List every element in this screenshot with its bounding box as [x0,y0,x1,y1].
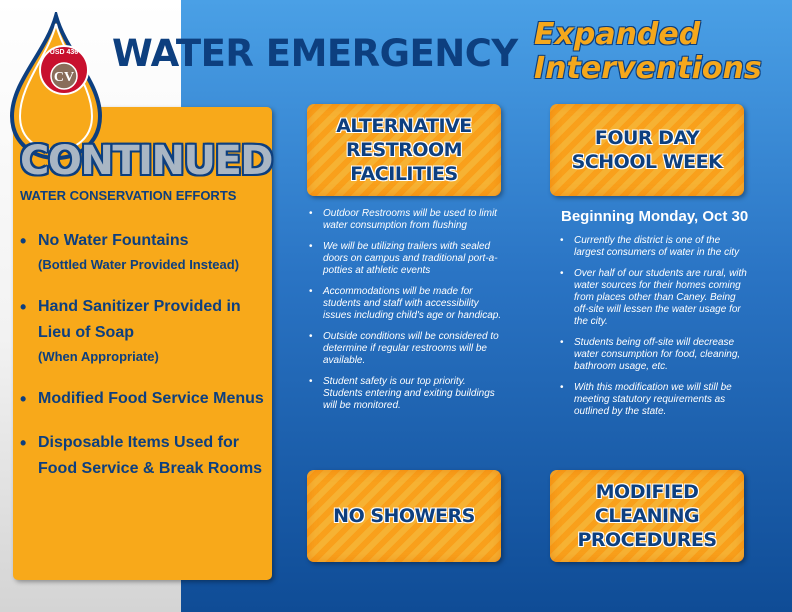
subtitle-line-2: Interventions [534,51,762,86]
four-day-list [560,235,750,427]
list-item-label: Modified Food Service Menus [38,390,264,407]
conservation-subheading: WATER CONSERVATION EFFORTS [20,188,237,203]
list-item [20,430,272,482]
list-item-note: (When Appropriate) [38,349,159,364]
list-item: • Outdoor Restrooms will be used to limit water consumption from flushing [309,208,505,232]
restroom-badge-label: ALTERNATIVE RESTROOM FACILITIES [336,115,472,185]
list-item [20,228,272,276]
conservation-list [20,228,272,500]
restroom-list [309,208,505,421]
list-item-label: Disposable Items Used for Food Service & Break Rooms [38,434,263,477]
start-date-text: Beginning Monday, Oct 30 [561,208,749,225]
list-item: • We will be utilizing trailers with sealed doors on campus and traditional port-a-potties at athletic events [309,241,505,277]
list-item-label: No Water Fountains [38,232,189,249]
list-item [20,294,272,368]
four-day-badge-label: FOUR DAY SCHOOL WEEK [571,127,723,173]
cleaning-badge-label: MODIFIED CLEANING PROCEDURES [577,481,717,551]
page-subtitle [534,18,784,86]
no-showers-badge [307,470,501,562]
list-item: • Students being off-site will decrease water consumption for food, cleaning, bathroom usage, etc. [560,337,750,373]
list-item: • Accommodations will be made for students and staff with accessibility issues including child's age or handicap. [309,286,505,322]
continued-heading: CONTINUED [20,138,272,184]
no-showers-badge-label: NO SHOWERS [333,505,475,527]
subtitle-line-1: Expanded [534,17,701,52]
list-item [20,386,272,412]
list-item: • Outside conditions will be considered to determine if regular restrooms will be available. [309,331,505,367]
page-title: WATER EMERGENCY [112,32,518,75]
restroom-badge [307,104,501,196]
cleaning-badge [550,470,744,562]
list-item: • With this modification we will still be meeting statutory requirements as outlined by the state. [560,382,750,418]
list-item: • Student safety is our top priority. Students entering and exiting buildings will be monitored. [309,376,505,412]
list-item-note: (Bottled Water Provided Instead) [38,257,240,272]
list-item: • Currently the district is one of the largest consumers of water in the city [560,235,750,259]
list-item-label: Hand Sanitizer Provided in Lieu of Soap [38,298,241,341]
logo-monogram: CV [53,70,75,85]
four-day-badge [550,104,744,196]
logo-usd-text: USD 436 [49,49,79,56]
list-item: • Over half of our students are rural, with water sources for their homes coming from places other than Caney. Being off-site will lessen the water usage for the city. [560,268,750,328]
